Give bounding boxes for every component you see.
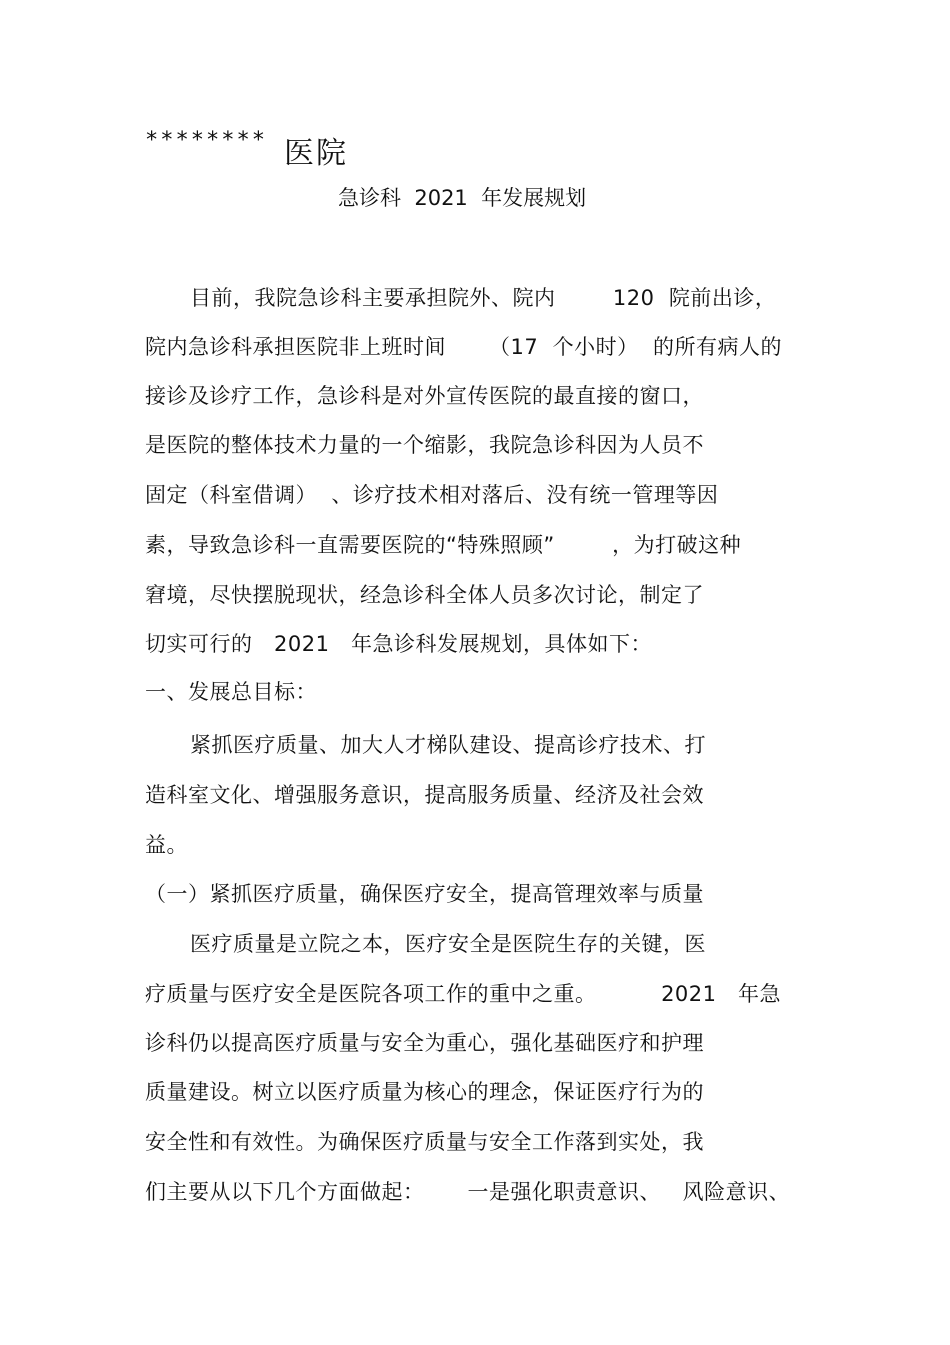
body-line: 接诊及诊疗工作，急诊科是对外宣传医院的最直接的窗口，	[145, 384, 704, 408]
body-line: 目前，我院急诊科主要承担院外、院内 120 院前出诊，	[190, 286, 777, 310]
body-line: 素，导致急诊科一直需要医院的“特殊照顾” ，为打破这种	[145, 533, 742, 557]
body-line: 医疗质量是立院之本，医疗安全是医院生存的关键，医	[190, 932, 706, 956]
body-line: 们主要从以下几个方面做起： 一是强化职责意识、 风险意识、	[145, 1180, 791, 1204]
body-line: 造科室文化、增强服务意识，提高服务质量、经济及社会效	[145, 783, 704, 807]
section-heading: 一、发展总目标：	[145, 680, 317, 704]
body-line: 窘境，尽快摆脱现状，经急诊科全体人员多次讨论，制定了	[145, 583, 704, 607]
body-line: 切实可行的 2021 年急诊科发展规划，具体如下：	[145, 632, 652, 656]
body-line: 紧抓医疗质量、加大人才梯队建设、提高诊疗技术、打	[190, 733, 706, 757]
title-hospital: 医院	[284, 136, 348, 171]
title-stars: ********	[145, 128, 267, 153]
subsection-heading: （一）紧抓医疗质量，确保医疗安全，提高管理效率与质量	[145, 882, 704, 906]
body-line: 固定（科室借调） 、诊疗技术相对落后、没有统一管理等因	[145, 483, 719, 507]
document-subtitle: 急诊科 2021 年发展规划	[338, 186, 587, 210]
body-line: 疗质量与医疗安全是医院各项工作的重中之重。 2021 年急	[145, 982, 782, 1006]
body-line: 安全性和有效性。为确保医疗质量与安全工作落到实处，我	[145, 1130, 704, 1154]
body-line: 益。	[145, 833, 188, 857]
body-line: 院内急诊科承担医院非上班时间 （17 个小时） 的所有病人的	[145, 335, 782, 359]
body-line: 是医院的整体技术力量的一个缩影，我院急诊科因为人员不	[145, 433, 704, 457]
body-line: 诊科仍以提高医疗质量与安全为重心，强化基础医疗和护理	[145, 1031, 704, 1055]
body-line: 质量建设。树立以医疗质量为核心的理念，保证医疗行为的	[145, 1080, 704, 1104]
